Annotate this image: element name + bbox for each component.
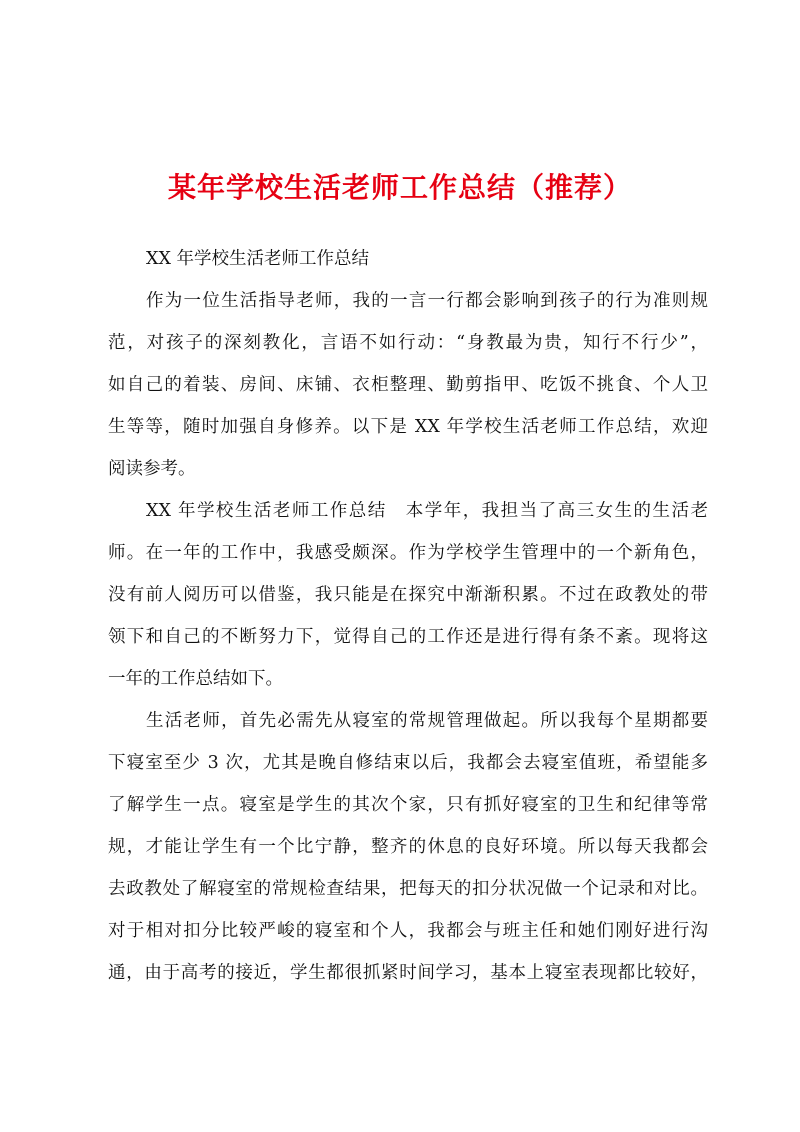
paragraph-2-line-1: XX 年学校生活老师工作总结 本学年，我担当了高三女生的生活老 [146, 501, 708, 521]
paragraph-3-line-5: 去政教处了解寝室的常规检查结果，把每天的扣分状况做一个记录和对比。 [108, 879, 708, 899]
paragraph-3-line-7: 通，由于高考的接近，学生都很抓紧时间学习，基本上寝室表现都比较好， [108, 963, 708, 983]
paragraph-2-line-2: 师。在一年的工作中，我感受颇深。作为学校学生管理中的一个新角色， [108, 543, 708, 563]
paragraph-2-line-5: 一年的工作总结如下。 [108, 669, 283, 689]
document-title: 某年学校生活老师工作总结（推荐） [167, 171, 632, 204]
paragraph-1-line-5: 阅读参考。 [108, 459, 196, 479]
paragraph-3-line-6: 对于相对扣分比较严峻的寝室和个人，我都会与班主任和她们刚好进行沟 [108, 921, 708, 941]
subheading: XX 年学校生活老师工作总结 [146, 249, 369, 269]
paragraph-1-line-3: 如自己的着装、房间、床铺、衣柜整理、勤剪指甲、吃饭不挑食、个人卫 [108, 375, 708, 395]
paragraph-1-line-4: 生等等，随时加强自身修养。以下是 XX 年学校生活老师工作总结，欢迎 [108, 417, 708, 437]
paragraph-2-line-3: 没有前人阅历可以借鉴，我只能是在探究中渐渐积累。不过在政教处的带 [108, 585, 708, 605]
paragraph-1-line-1: 作为一位生活指导老师，我的一言一行都会影响到孩子的行为准则规 [146, 291, 708, 311]
paragraph-3-line-1: 生活老师，首先必需先从寝室的常规管理做起。所以我每个星期都要 [146, 711, 708, 731]
paragraph-2-line-4: 领下和自己的不断努力下，觉得自己的工作还是进行得有条不紊。现将这 [108, 627, 708, 647]
paragraph-3-line-4: 规，才能让学生有一个比宁静，整齐的休息的良好环境。所以每天我都会 [108, 837, 708, 857]
paragraph-3-line-3: 了解学生一点。寝室是学生的其次个家，只有抓好寝室的卫生和纪律等常 [108, 795, 708, 815]
paragraph-1-line-2: 范，对孩子的深刻教化，言语不如行动：“身教最为贵，知行不行少”， [108, 333, 708, 353]
paragraph-3-line-2: 下寝室至少 3 次，尤其是晚自修结束以后，我都会去寝室值班，希望能多 [108, 753, 708, 773]
